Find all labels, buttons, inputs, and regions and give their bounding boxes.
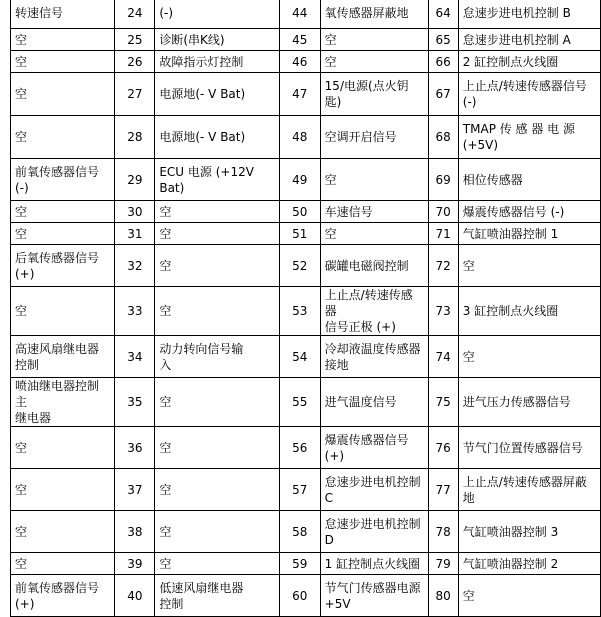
pin-function-cell — [11, 201, 115, 223]
pin-function-cell — [155, 29, 279, 51]
pin-number-cell — [115, 29, 155, 51]
pin-number: 60 — [292, 588, 308, 603]
pin-number-cell — [279, 116, 320, 159]
pin-number: 24 — [127, 5, 143, 20]
pin-number: 59 — [292, 556, 308, 571]
pin-function-cell — [11, 159, 115, 201]
pin-number: 45 — [292, 32, 308, 47]
pin-function-cell — [458, 51, 600, 73]
pin-number-cell — [428, 29, 458, 51]
pin-function-cell — [155, 245, 279, 287]
pin-number: 35 — [127, 395, 143, 409]
pin-function-cell — [458, 427, 600, 469]
pin-function: 空调开启信号 — [324, 130, 397, 144]
pin-number: 74 — [435, 349, 451, 364]
pin-function: 后氧传感器信号 (+) — [15, 250, 100, 281]
pin-number: 51 — [292, 226, 308, 241]
pin-function-cell — [11, 511, 115, 553]
pin-function-cell — [155, 287, 279, 336]
pin-number-cell — [279, 575, 320, 617]
pin-number-cell — [428, 336, 458, 378]
pin-function: ECU 电源 (+12V Bat) — [159, 164, 254, 195]
pin-function-cell — [458, 336, 600, 378]
pin-function-cell — [11, 575, 115, 617]
pin-function: 空 — [159, 482, 172, 497]
pin-function: 空 — [462, 588, 475, 603]
pin-function: 空 — [159, 226, 172, 241]
pin-function-cell — [11, 223, 115, 245]
pin-number: 48 — [292, 130, 308, 144]
pin-number-cell — [115, 73, 155, 116]
pin-function: 电源地(- V Bat) — [159, 130, 246, 144]
pin-function: 空 — [15, 32, 28, 47]
pin-number: 65 — [435, 32, 451, 47]
pin-function-cell — [155, 427, 279, 469]
pin-function-cell — [458, 511, 600, 553]
pin-function: 高速风扇继电器控制 — [15, 341, 100, 372]
pin-function: 空 — [15, 54, 28, 69]
pin-function-cell — [458, 287, 600, 336]
pin-number: 54 — [292, 349, 308, 364]
pin-function: 进气压力传感器信号 — [462, 395, 571, 409]
pin-function: 前氧传感器信号 (+) — [15, 580, 100, 611]
table-row — [11, 469, 601, 511]
pin-number: 55 — [292, 395, 308, 409]
pin-number: 28 — [127, 130, 143, 144]
pin-function-cell — [458, 116, 600, 159]
pin-number-cell — [428, 287, 458, 336]
pin-function: 15/电源(点火钥匙) — [324, 79, 409, 109]
pin-function: 空 — [15, 440, 28, 455]
pin-function-cell — [11, 378, 115, 427]
pin-function-cell — [11, 469, 115, 511]
pin-function-cell — [155, 223, 279, 245]
pin-function: 故障指示灯控制 — [159, 54, 244, 69]
pin-function: 空 — [324, 226, 337, 241]
pin-function-cell — [11, 29, 115, 51]
pin-number-cell — [279, 51, 320, 73]
pin-number-cell — [115, 575, 155, 617]
pin-number-cell — [428, 378, 458, 427]
pin-number-cell — [115, 159, 155, 201]
pin-function-cell — [155, 575, 279, 617]
pin-number: 64 — [435, 5, 451, 20]
pin-number: 58 — [292, 524, 308, 539]
pin-function-cell — [320, 469, 428, 511]
pin-number-cell — [115, 51, 155, 73]
pin-function: 怠速步进电机控制 C — [324, 474, 421, 505]
pin-function-cell — [155, 116, 279, 159]
pin-function-cell — [320, 511, 428, 553]
pin-number-cell — [279, 553, 320, 575]
pin-number-cell — [279, 245, 320, 287]
pin-number-cell — [279, 378, 320, 427]
pin-number-cell — [115, 469, 155, 511]
table-row — [11, 51, 601, 73]
pin-number-cell — [115, 116, 155, 159]
pin-function: 空 — [324, 54, 337, 69]
pin-function-cell — [458, 73, 600, 116]
pin-number: 57 — [292, 482, 308, 497]
table-row — [11, 201, 601, 223]
pin-function: 2 缸控制点火线圈 — [462, 54, 559, 69]
pin-number: 67 — [435, 87, 451, 101]
table-row — [11, 287, 601, 336]
pin-function-cell — [320, 575, 428, 617]
pin-function: 氧传感器屏蔽地 — [324, 5, 409, 20]
pin-number: 47 — [292, 87, 308, 101]
pin-function-cell — [458, 223, 600, 245]
pin-function: 上止点/转速传感器 信号正极 (+) — [324, 288, 413, 334]
pin-function: 空 — [15, 87, 28, 101]
pin-function: 空 — [159, 524, 172, 539]
table-row — [11, 223, 601, 245]
pin-number-cell — [428, 245, 458, 287]
pin-function-cell — [155, 378, 279, 427]
pin-function-cell — [320, 51, 428, 73]
pin-function-cell — [155, 0, 279, 29]
pin-number-cell — [428, 159, 458, 201]
pin-number-cell — [428, 201, 458, 223]
pin-number: 32 — [127, 258, 143, 273]
pin-number-cell — [279, 29, 320, 51]
pin-function: 爆震传感器信号 (+) — [324, 432, 409, 463]
pin-function-cell — [155, 336, 279, 378]
pin-number-cell — [428, 73, 458, 116]
pin-function-cell — [11, 287, 115, 336]
pin-number: 25 — [127, 32, 143, 47]
pin-number-cell — [115, 511, 155, 553]
pin-definition-table — [10, 0, 601, 617]
pin-number: 38 — [127, 524, 143, 539]
pin-function-cell — [155, 469, 279, 511]
pin-function-cell — [11, 0, 115, 29]
pin-number-cell — [115, 336, 155, 378]
pin-function: 气缸喷油器控制 2 — [462, 556, 559, 571]
pin-function: 气缸喷油器控制 1 — [462, 226, 559, 241]
pin-function: 喷油继电器控制主 继电器 — [15, 379, 100, 425]
pin-number-cell — [279, 287, 320, 336]
pin-number: 50 — [292, 204, 308, 219]
pin-function-cell — [11, 336, 115, 378]
pin-number: 73 — [435, 304, 451, 318]
pin-function: 上止点/转速传感器屏蔽地 — [462, 474, 587, 505]
pin-number: 79 — [435, 556, 451, 571]
pin-number: 29 — [127, 172, 143, 187]
pin-function-cell — [458, 553, 600, 575]
pin-function: 空 — [15, 482, 28, 497]
pin-function-cell — [320, 427, 428, 469]
pin-function: 空 — [159, 395, 172, 409]
pin-number-cell — [428, 223, 458, 245]
pin-function: 空 — [15, 130, 28, 144]
pin-function-cell — [458, 159, 600, 201]
pin-number: 34 — [127, 349, 143, 364]
pin-function-cell — [458, 469, 600, 511]
pin-number: 75 — [435, 395, 451, 409]
pin-function: 空 — [15, 226, 28, 241]
pin-function: 空 — [159, 440, 172, 455]
pin-function: 车速信号 — [324, 204, 373, 219]
pin-number: 70 — [435, 204, 451, 219]
pin-function: 转速信号 — [15, 5, 64, 20]
pin-function: 诊断(串K线) — [159, 32, 225, 47]
pin-function: 进气温度信号 — [324, 395, 397, 409]
pin-function-cell — [155, 511, 279, 553]
pin-function-cell — [320, 223, 428, 245]
pin-number: 76 — [435, 440, 451, 455]
pin-function: 气缸喷油器控制 3 — [462, 524, 559, 539]
pin-number: 71 — [435, 226, 451, 241]
pin-function: 上止点/转速传感器信号 (-) — [462, 79, 587, 109]
pin-function: 空 — [462, 258, 475, 273]
pin-number: 66 — [435, 54, 451, 69]
pin-function-cell — [320, 553, 428, 575]
pin-function-cell — [155, 159, 279, 201]
pin-function: 空 — [159, 258, 172, 273]
table-row — [11, 116, 601, 159]
pin-number-cell — [428, 575, 458, 617]
pin-function: 空 — [15, 524, 28, 539]
pin-number: 44 — [292, 5, 308, 20]
table-row — [11, 0, 601, 29]
pin-number: 69 — [435, 172, 451, 187]
pin-function: 空 — [159, 304, 172, 318]
pin-number-cell — [115, 427, 155, 469]
pin-number: 49 — [292, 172, 308, 187]
pin-number-cell — [279, 0, 320, 29]
table-row — [11, 511, 601, 553]
pin-function-cell — [320, 159, 428, 201]
pin-number: 40 — [127, 588, 143, 603]
pin-number: 31 — [127, 226, 143, 241]
pin-number-cell — [428, 116, 458, 159]
pin-function-cell — [320, 0, 428, 29]
pin-function-cell — [11, 245, 115, 287]
table-row — [11, 245, 601, 287]
pin-function-cell — [155, 51, 279, 73]
pin-number: 27 — [127, 87, 143, 101]
pin-function: 空 — [15, 304, 28, 318]
pin-function-cell — [11, 553, 115, 575]
pin-function-cell — [11, 51, 115, 73]
pin-number-cell — [428, 51, 458, 73]
pin-number-cell — [279, 73, 320, 116]
pin-number-cell — [279, 201, 320, 223]
table-row — [11, 575, 601, 617]
pin-function: 3 缸控制点火线圈 — [462, 304, 559, 318]
pin-number-cell — [279, 469, 320, 511]
pin-number: 39 — [127, 556, 143, 571]
pin-number-cell — [279, 427, 320, 469]
pin-number-cell — [115, 378, 155, 427]
pin-function: TMAP 传 感 器 电 源 (+5V) — [462, 122, 575, 152]
table-row — [11, 29, 601, 51]
table-row — [11, 73, 601, 116]
pin-function: 怠速步进电机控制 A — [462, 32, 571, 47]
pin-number-cell — [115, 287, 155, 336]
pin-number: 26 — [127, 54, 143, 69]
pin-number-cell — [115, 201, 155, 223]
pin-function-cell — [320, 336, 428, 378]
pin-number-cell — [279, 159, 320, 201]
pin-number-cell — [428, 0, 458, 29]
pin-number-cell — [115, 553, 155, 575]
pin-function-cell — [458, 29, 600, 51]
pin-function: 空 — [324, 172, 337, 187]
pin-number-cell — [279, 223, 320, 245]
pin-function-cell — [320, 245, 428, 287]
pin-number-cell — [279, 336, 320, 378]
pin-function-cell — [320, 378, 428, 427]
pin-function: 空 — [159, 556, 172, 571]
pin-function: 节气门传感器电源 +5V — [324, 580, 421, 611]
pin-function-cell — [458, 201, 600, 223]
pin-number: 36 — [127, 440, 143, 455]
pin-number-cell — [428, 553, 458, 575]
pin-function-cell — [320, 287, 428, 336]
pin-function-cell — [11, 73, 115, 116]
table-row — [11, 336, 601, 378]
pin-function-cell — [458, 245, 600, 287]
pin-number: 30 — [127, 204, 143, 219]
pin-number-cell — [428, 427, 458, 469]
pin-function-cell — [458, 0, 600, 29]
pin-function-cell — [320, 73, 428, 116]
pin-number: 37 — [127, 482, 143, 497]
pin-function: 电源地(- V Bat) — [159, 87, 246, 101]
pin-function: 节气门位置传感器信号 — [462, 440, 583, 455]
pin-function: 动力转向信号输 入 — [159, 341, 244, 372]
pin-function: 空 — [324, 32, 337, 47]
pin-function-cell — [155, 201, 279, 223]
pin-number: 56 — [292, 440, 308, 455]
pin-function-cell — [320, 116, 428, 159]
pin-number-cell — [428, 511, 458, 553]
table-row — [11, 553, 601, 575]
table-row — [11, 159, 601, 201]
pin-number: 77 — [435, 482, 451, 497]
table-row — [11, 378, 601, 427]
table-row — [11, 427, 601, 469]
pin-number-cell — [279, 511, 320, 553]
pin-number: 53 — [292, 304, 308, 318]
pin-function: 前氧传感器信号 (-) — [15, 164, 100, 195]
pin-function: 怠速步进电机控制 D — [324, 516, 421, 547]
pin-function-cell — [320, 29, 428, 51]
pin-number: 46 — [292, 54, 308, 69]
pin-function: 爆震传感器信号 (-) — [462, 204, 565, 219]
pin-number-cell — [115, 245, 155, 287]
pin-function: 低速风扇继电器 控制 — [159, 580, 244, 611]
pin-number-cell — [428, 469, 458, 511]
pin-function: 碳罐电磁阀控制 — [324, 258, 409, 273]
pin-function: 怠速步进电机控制 B — [462, 5, 571, 20]
pin-function-cell — [155, 553, 279, 575]
pin-function-cell — [11, 427, 115, 469]
pin-function-cell — [458, 575, 600, 617]
pin-number: 78 — [435, 524, 451, 539]
pin-function: 空 — [15, 204, 28, 219]
pin-function: 空 — [159, 204, 172, 219]
pin-function-cell — [458, 378, 600, 427]
pin-number: 33 — [127, 304, 143, 318]
pin-function-cell — [11, 116, 115, 159]
pin-function: 空 — [15, 556, 28, 571]
pin-number: 52 — [292, 258, 308, 273]
pin-function: 相位传感器 — [462, 172, 523, 187]
pin-function: 1 缸控制点火线圈 — [324, 556, 421, 571]
pin-number: 72 — [435, 258, 451, 273]
pin-number-cell — [115, 223, 155, 245]
pin-number: 80 — [435, 588, 451, 603]
pin-function: 空 — [462, 349, 475, 364]
pin-number: 68 — [435, 130, 451, 144]
pin-number-cell — [115, 0, 155, 29]
pin-function: (-) — [159, 5, 174, 20]
pin-function-cell — [155, 73, 279, 116]
pin-function-cell — [320, 201, 428, 223]
pin-function: 冷却液温度传感器 接地 — [324, 341, 421, 372]
